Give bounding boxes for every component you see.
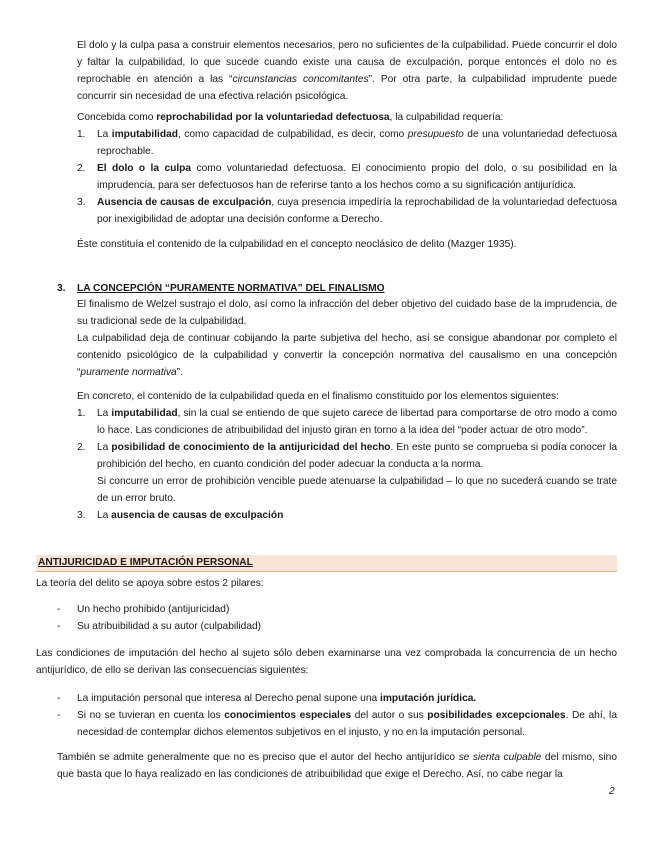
list1-number: 1. [77,129,86,140]
section-heading-bar [36,555,617,572]
list1-item-dolo-culpa: El dolo o la culpa como voluntariedad defectuosa. El conocimiento propio del dolo, o su posibilidad en la imprudencia, para ser defectuosos han de referirse tanto a los hechos como a su significación antijurídica. [97,163,618,191]
section-heading: ANTIJURICIDAD E IMPUTACIÓN PERSONAL [38,557,253,568]
list2-number: 3. [77,510,86,521]
dash-bullet: - [57,621,61,632]
dash-bullet: - [57,710,61,721]
consequence-item: Si no se tuvieran en cuenta los conocimientos especiales del autor o sus posibilidades excepcionales. De ahí, la necesidad de contemplar dichos elementos subjetivos en el injusto, y no en la imputación personal. [77,710,617,738]
paragraph-culpabilidad-deja: La culpabilidad deja de continuar cobijando la parte subjetiva del hecho, así se consigue abandonar por completo el contenido psicológico de la culpabilidad y convertir la concepción normativa del causalismo en una concepción “puramente normativa”. [77,333,617,378]
section-title: LA CONCEPCIÓN “PURAMENTE NORMATIVA” DEL FINALISMO [77,283,385,294]
list2-number: 1. [77,408,86,419]
list1-number: 3. [77,197,86,208]
pillar-item: Su atribuibilidad a su autor (culpabilidad) [77,621,262,632]
paragraph-neoclasico: Éste constituía el contenido de la culpabilidad en el concepto neoclásico de delito (Mazger 1935). [77,239,517,250]
paragraph-concebida: Concebida como reprochabilidad por la voluntariedad defectuosa, la culpabilidad requería: [77,112,504,123]
dash-bullet: - [57,604,61,615]
paragraph-dolo-culpa: El dolo y la culpa pasa a construir elementos necesarios, pero no suficientes de la culpabilidad. Puede concurrir el dolo y faltar la culpabilidad, lo que sucede cuando existe una causa de exculpación, porque entonces el dolo no es reprochable en atención a las “circunstancias concomitantes”. Por otra parte, la culpabilidad imprudente puede concurrir sin necesidad de una efectiva relación psicológica. [77,40,617,102]
list1-item-ausencia: Ausencia de causas de exculpación, cuya presencia impedíría la reprochabilidad de la voluntariedad defectuosa por inexigibilidad de adoptar una decisión conforme a Derecho. [97,197,617,225]
list2-item-ausencia: La ausencia de causas de exculpación [97,510,284,521]
pillar-item: Un hecho prohibido (antijuricidad) [77,604,230,615]
dash-bullet: - [57,693,61,704]
paragraph-en-concreto: En concreto, el contenido de la culpabilidad queda en el finalismo constituido por los elementos siguientes: [77,391,559,402]
list2-item-imputabilidad: La imputabilidad, sin la cual se entiendo de que sujeto carece de libertad para comportarse de otro modo a como lo hace. Las condiciones de atribuibilidad del injusto giran en torno a la idea del “poder actuar de otro modo”. [97,408,617,436]
list2-item-error-note: Si concurre un error de prohibición vencible puede atenuarse la culpabilidad – lo que no sucederá cuando se trate de un error bruto. [97,476,617,504]
section-number: 3. [57,283,66,294]
paragraph-teoria: La teoría del delito se apoya sobre estos 2 pilares: [36,578,264,589]
list2-number: 2. [77,442,86,453]
list1-item-imputabilidad: La imputabilidad, como capacidad de culpabilidad, es decir, como presupuesto de una voluntariedad defectuosa reprochable. [97,129,617,157]
consequence-item: La imputación personal que interesa al Derecho penal supone una imputación jurídica. [77,693,477,704]
list1-number: 2. [77,163,86,174]
paragraph-condiciones: Las condiciones de imputación del hecho al sujeto sólo deben examinarse una vez comprobada la concurrencia de un hecho antijurídico, de ello se derivan las consecuencias siguientes: [36,648,617,676]
paragraph-finalismo: El finalismo de Welzel sustrajo el dolo, así como la infracción del deber objetivo del cuidado base de la imprudencia, de su tradicional sede de la culpabilidad. [77,299,617,327]
page-number: 2 [609,786,615,797]
list2-item-posibilidad: La posibilidad de conocimiento de la antijuricidad del hecho. En este punto se comprueba si podía conocer la prohibición del hecho, en cuanto condición del poder adecuar la conducta a la norma. [97,442,617,470]
paragraph-tambien: También se admite generalmente que no es preciso que el autor del hecho antijurídico se sienta culpable del mismo, sino que basta que lo haya realizado en las condiciones de atribuibilidad que exige el Derecho. Así, no cabe negar la [57,752,617,780]
